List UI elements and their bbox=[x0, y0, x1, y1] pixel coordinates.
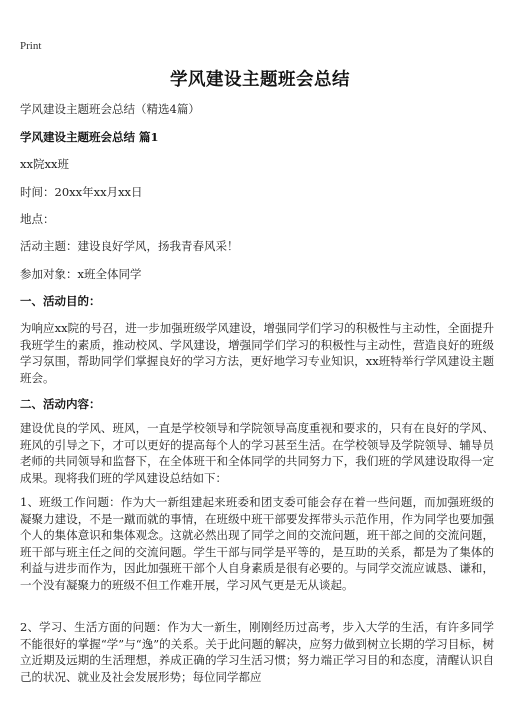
point-1-paragraph: 1、班级工作问题：作为大一新组建起来班委和团支委可能会存在着一些问题，而加强班级的凝聚力建设，不是一蹴而就的事情，在班级中班干部要发挥带头示范作用，作为同学也要加强个人的集体意识和集体观念。这就必然出现了同学之间的交流问题，班干部之间的交流问题，班干部与班主任之间的交流问题。学生干部与同学是平等的，是互助的关系，都是为了集体的利益与进步而作为，因此加强班干部个人自身素质是很有必要的。与同学交流应诚恳、谦和，一个没有凝聚力的班级不但工作难开展，学习风气更是无从谈起。 bbox=[20, 495, 494, 592]
point-2-paragraph: 2、学习、生活方面的问题：作为大一新生，刚刚经历过高考，步入大学的生活，有许多同学不能很好的掌握“学”与“逸”的关系。关于此问题的解决，应努力做到树立长期的学习目标，树立近期及远期的生活理想，养成正确的学习生活习惯；努力端正学习目的和态度，清醒认识自己的状况、就业及社会发展形势；每位同学都应 bbox=[20, 620, 494, 684]
class-line: xx院xx班 bbox=[20, 157, 69, 171]
document-subtitle: 学风建设主题班会总结（精选4篇） bbox=[20, 102, 200, 116]
purpose-heading: 一、活动目的： bbox=[20, 294, 101, 308]
theme-line: 活动主题：建设良好学风，扬我青春风采！ bbox=[20, 239, 239, 253]
print-label: Print bbox=[20, 40, 42, 52]
audience-line: 参加对象：x班全体同学 bbox=[20, 267, 142, 281]
place-line: 地点： bbox=[20, 212, 55, 226]
document-title: 学风建设主题班会总结 bbox=[170, 70, 350, 90]
content-heading: 二、活动内容： bbox=[20, 397, 101, 411]
time-line: 时间：20xx年xx月xx日 bbox=[20, 185, 143, 199]
purpose-paragraph: 为响应xx院的号召，进一步加强班级学风建设，增强同学们学习的积极性与主动性，全面提升我班学生的素质，推动校风、学风建设，增强同学们学习的积极性与主动性，营造良好的班级学习氛围，帮助同学们掌握良好的学习方法，更好地学习专业知识，xx班特举行学风建设主题班会。 bbox=[20, 321, 494, 385]
section-title: 学风建设主题班会总结 篇1 bbox=[20, 130, 159, 144]
content-intro-paragraph: 建设优良的学风、班风，一直是学校领导和学院领导高度重视和要求的，只有在良好的学风、班风的引导之下，才可以更好的提高每个人的学习甚至生活。在学校领导及学院领导、辅导员老师的共同领导和监督下，在全体班干和全体同学的共同努力下，我们班的学风建设取得一定成果。现将我们班的学风建设总结如下： bbox=[20, 421, 494, 485]
